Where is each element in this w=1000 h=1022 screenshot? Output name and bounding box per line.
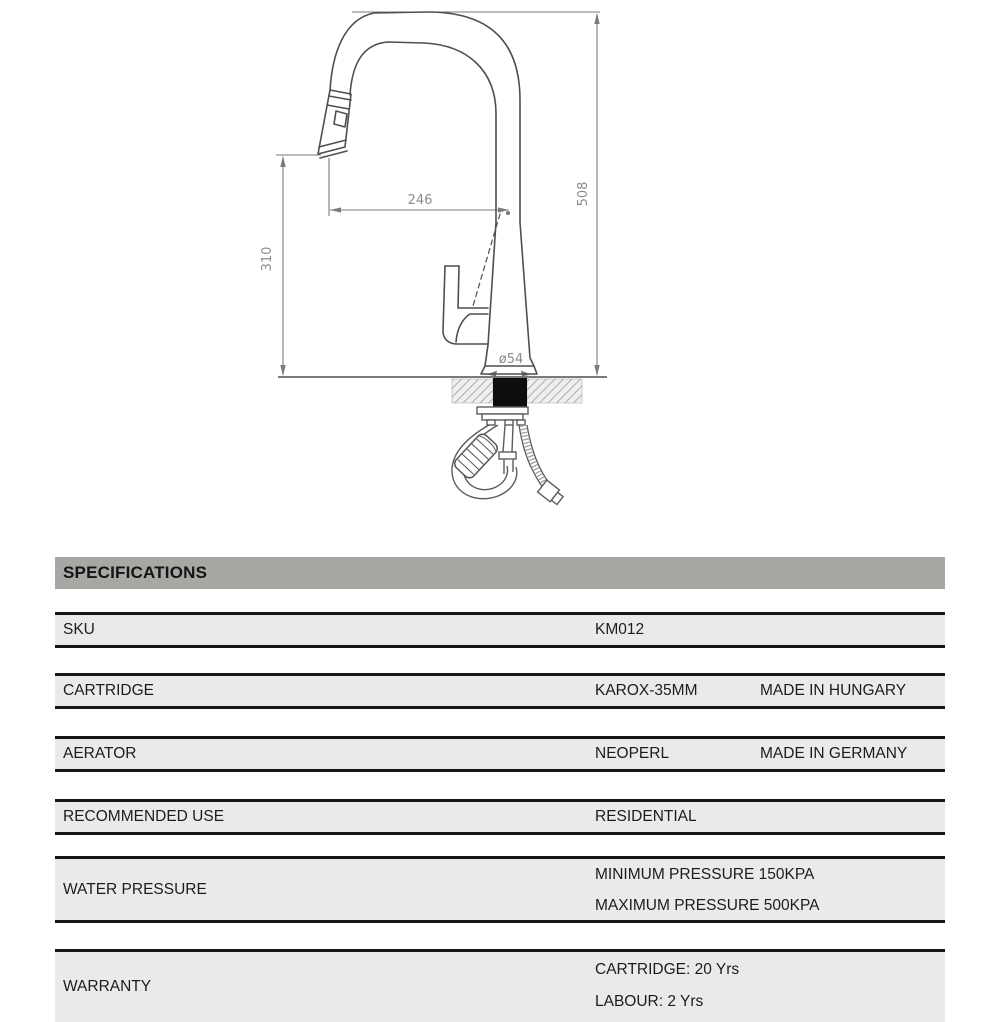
spec-value-line1: MINIMUM PRESSURE 150KPA <box>595 866 815 883</box>
spec-row-sku <box>55 612 945 648</box>
spray-head <box>318 90 351 158</box>
specifications-header <box>55 557 945 589</box>
countertop <box>278 377 607 407</box>
spec-label: RECOMMENDED USE <box>63 808 225 825</box>
spec-label: WARRANTY <box>63 978 152 995</box>
braided-supply-hose <box>519 425 550 489</box>
under-counter-assembly <box>477 407 528 425</box>
hose-nut-fitting <box>538 480 565 506</box>
faucet-shank <box>493 378 527 407</box>
spec-value: KAROX-35MM <box>595 682 698 699</box>
spec-label: SKU <box>63 621 95 638</box>
spec-label: WATER PRESSURE <box>63 880 207 898</box>
counter-hatch-right <box>527 379 582 403</box>
spec-origin: MADE IN HUNGARY <box>760 682 907 699</box>
spec-origin: MADE IN GERMANY <box>760 745 908 762</box>
specifications-section <box>55 557 945 1022</box>
counter-hatch-left <box>452 379 493 403</box>
dim-base-diameter-label: ø54 <box>498 352 524 367</box>
dim-508-label: 508 <box>576 181 591 207</box>
hidden-hose-line <box>473 214 500 306</box>
mounting-flange <box>477 407 528 414</box>
spec-value-line2: LABOUR: 2 Yrs <box>595 993 704 1010</box>
dimension-lines <box>276 12 600 375</box>
faucet-base <box>481 366 537 374</box>
spout-outer-edge <box>330 12 534 366</box>
dimension-arrows <box>280 13 599 377</box>
spray-head-button <box>334 111 347 127</box>
spec-value: RESIDENTIAL <box>595 808 697 825</box>
dim-246-label: 246 <box>407 193 433 208</box>
specifications-title: SPECIFICATIONS <box>63 563 208 582</box>
mounting-nut <box>482 414 523 420</box>
hose-weight <box>452 432 500 481</box>
spec-label: AERATOR <box>63 745 137 762</box>
spec-row-cartridge <box>55 673 945 709</box>
spec-row-aerator <box>55 736 945 772</box>
spec-value: NEOPERL <box>595 745 670 762</box>
spec-label: CARTRIDGE <box>63 682 155 699</box>
spec-row-warranty <box>55 949 945 1022</box>
spec-value-line2: MAXIMUM PRESSURE 500KPA <box>595 897 820 914</box>
spec-row-water-pressure <box>55 856 945 923</box>
spec-value: KM012 <box>595 621 645 638</box>
dim-310-label: 310 <box>260 246 275 272</box>
spec-row-recommended-use <box>55 799 945 835</box>
spec-value-line1: CARTRIDGE: 20 Yrs <box>595 961 740 978</box>
